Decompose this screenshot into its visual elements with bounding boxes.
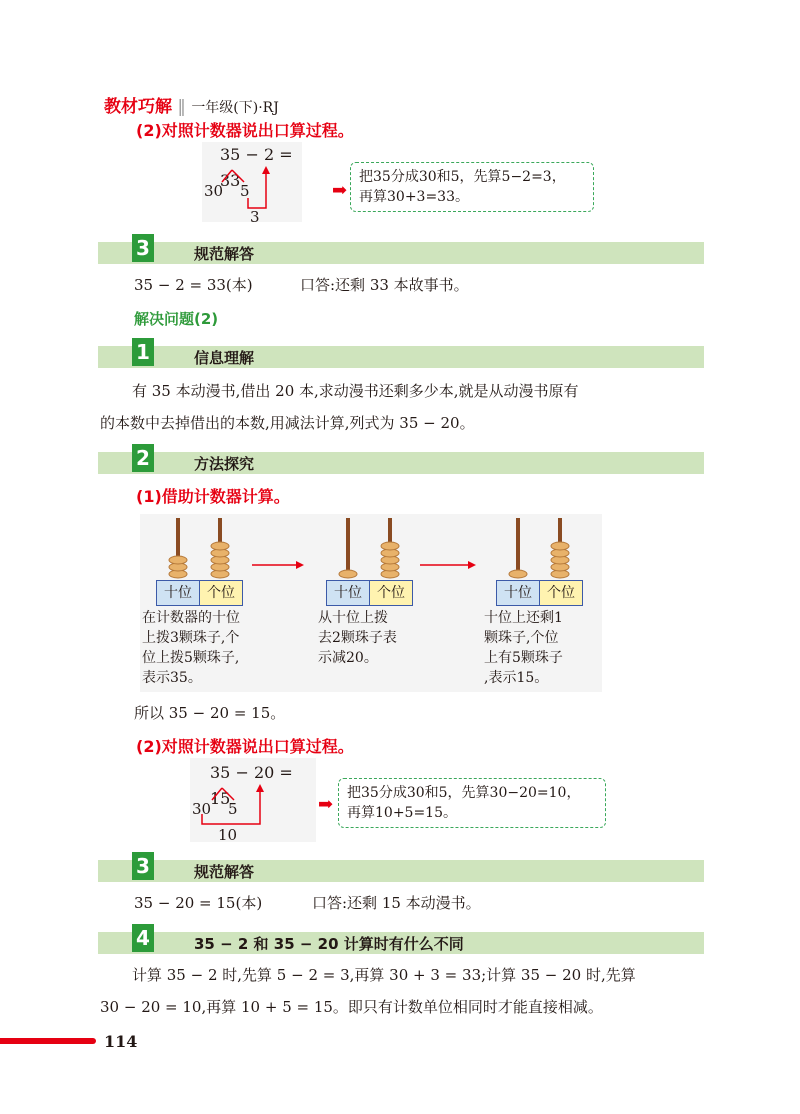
caption-1-line: 表示35。 <box>142 670 202 686</box>
step-title-counter: (1)借助计数器计算。 <box>136 487 290 506</box>
ones-label-2: 个位 <box>369 581 412 605</box>
counter-bead <box>169 556 187 564</box>
tens-label-1: 十位 <box>157 581 199 605</box>
counter-caption-1 <box>142 608 272 688</box>
tens-label-3: 十位 <box>497 581 539 605</box>
info-line-2: 的本数中去掉借出的本数,用减法计算,列式为 35 − 20。 <box>100 414 475 432</box>
explain-line-2a: 把35分成30和5，先算30−20=10， <box>347 785 581 801</box>
caption-1-line: 位上拨5颗珠子, <box>142 650 240 666</box>
sub-result-2: 10 <box>218 826 238 844</box>
explain-box-2 <box>338 778 606 828</box>
split-part-a-1: 30 <box>204 182 224 200</box>
arrow-right-icon: ➡ <box>318 794 334 815</box>
caption-3-line: 十位上还剩1 <box>484 610 563 626</box>
counter-caption-3 <box>484 608 600 688</box>
counter-rods-3 <box>496 516 582 580</box>
split-part-b-1: 5 <box>240 182 250 200</box>
counter-rods-2 <box>326 516 412 580</box>
compare-line-2: 30 − 20 = 10,再算 10 + 5 = 15。即只有计数单位相同时才能直接相减。 <box>100 998 603 1016</box>
counter-label-2 <box>326 580 413 606</box>
explain-line-1a: 把35分成30和5，先算5−2=3， <box>359 169 566 185</box>
counter-bead <box>509 570 527 578</box>
problem-2-title: 解决问题(2) <box>134 310 219 328</box>
counter-label-1 <box>156 580 243 606</box>
section-bar-2 <box>98 446 704 474</box>
caption-2-line: 示减20。 <box>318 650 378 666</box>
reply-3a: 口答:还剩 33 本故事书。 <box>300 276 469 294</box>
section-number-3a: 3 <box>132 234 154 262</box>
tens-label-2: 十位 <box>327 581 369 605</box>
section-bar-3b <box>98 854 704 882</box>
book-brand: 教材巧解 <box>104 97 172 117</box>
answer-3a: 35 − 2 = 33(本) <box>134 276 253 294</box>
sub-result-1: 3 <box>250 208 260 226</box>
arrow-right-icon: ➡ <box>332 180 348 201</box>
section-number-4: 4 <box>132 924 154 952</box>
reply-3b: 口答:还剩 15 本动漫书。 <box>312 894 481 912</box>
answer-3b: 35 − 20 = 15(本) <box>134 894 263 912</box>
section-number-2: 2 <box>132 444 154 472</box>
counter-bead <box>551 542 569 550</box>
arrow-right-icon <box>250 560 306 570</box>
counter-label-3 <box>496 580 583 606</box>
equation-1: 35 − 2 = 33 <box>220 145 293 190</box>
caption-3-line: 上有5颗珠子 <box>484 650 563 666</box>
counter-rod <box>516 518 520 578</box>
section-title-2: 方法探究 <box>194 455 255 473</box>
explain-line-1b: 再算30+3=33。 <box>359 189 469 205</box>
compare-line-1: 计算 35 − 2 时,先算 5 − 2 = 3,再算 30 + 3 = 33;计算 35 − 20 时,先算 <box>132 966 636 984</box>
counter-bead <box>381 542 399 550</box>
caption-2-line: 从十位上拨 <box>318 610 388 626</box>
step-title-1: (2)对照计数器说出口算过程。 <box>136 121 354 140</box>
info-line-1: 有 35 本动漫书,借出 20 本,求动漫书还剩多少本,就是从动漫书原有 <box>132 382 579 400</box>
section-title-1: 信息理解 <box>194 349 255 367</box>
section-bar-4 <box>98 926 704 954</box>
section-bar-1 <box>98 340 704 368</box>
caption-3-line: 颗珠子,个位 <box>484 630 559 646</box>
caption-1-line: 上拨3颗珠子,个 <box>142 630 240 646</box>
arrow-right-icon <box>418 560 478 570</box>
ones-label-3: 个位 <box>539 581 582 605</box>
step-title-2: (2)对照计数器说出口算过程。 <box>136 737 354 756</box>
caption-2-line: 去2颗珠子表 <box>318 630 397 646</box>
split-diagram-1 <box>202 142 302 226</box>
explain-line-2b: 再算10+5=15。 <box>347 805 457 821</box>
section-number-1: 1 <box>132 338 154 366</box>
book-grade: 一年级(下)·RJ <box>191 100 279 116</box>
section-bar-3a <box>98 236 704 264</box>
split-part-b-2: 5 <box>228 800 238 818</box>
section-number-3b: 3 <box>132 852 154 880</box>
page-number: 114 <box>104 1032 138 1051</box>
section-title-3b: 规范解答 <box>194 863 255 881</box>
counter-rods-1 <box>156 516 242 580</box>
split-part-a-2: 30 <box>192 800 212 818</box>
caption-3-line: ,表示15。 <box>484 670 549 686</box>
counter-rod <box>346 518 350 578</box>
page-header: 教材巧解 ‖ 一年级(下)·RJ <box>104 97 279 117</box>
split-diagram-2 <box>190 758 316 842</box>
caption-1-line: 在计数器的十位 <box>142 610 240 626</box>
equation-2: 35 − 20 = 15 <box>210 763 293 808</box>
explain-box-1 <box>350 162 594 212</box>
ones-label-1: 个位 <box>199 581 242 605</box>
section-title-3a: 规范解答 <box>194 245 255 263</box>
result-line: 所以 35 − 20 = 15。 <box>134 704 286 722</box>
footer-red-bar <box>0 1038 96 1044</box>
section-title-4: 35 − 2 和 35 − 20 计算时有什么不同 <box>194 935 464 953</box>
counter-panel <box>140 514 602 692</box>
counter-bead <box>339 570 357 578</box>
counter-bead <box>211 542 229 550</box>
counter-caption-2 <box>318 608 428 668</box>
